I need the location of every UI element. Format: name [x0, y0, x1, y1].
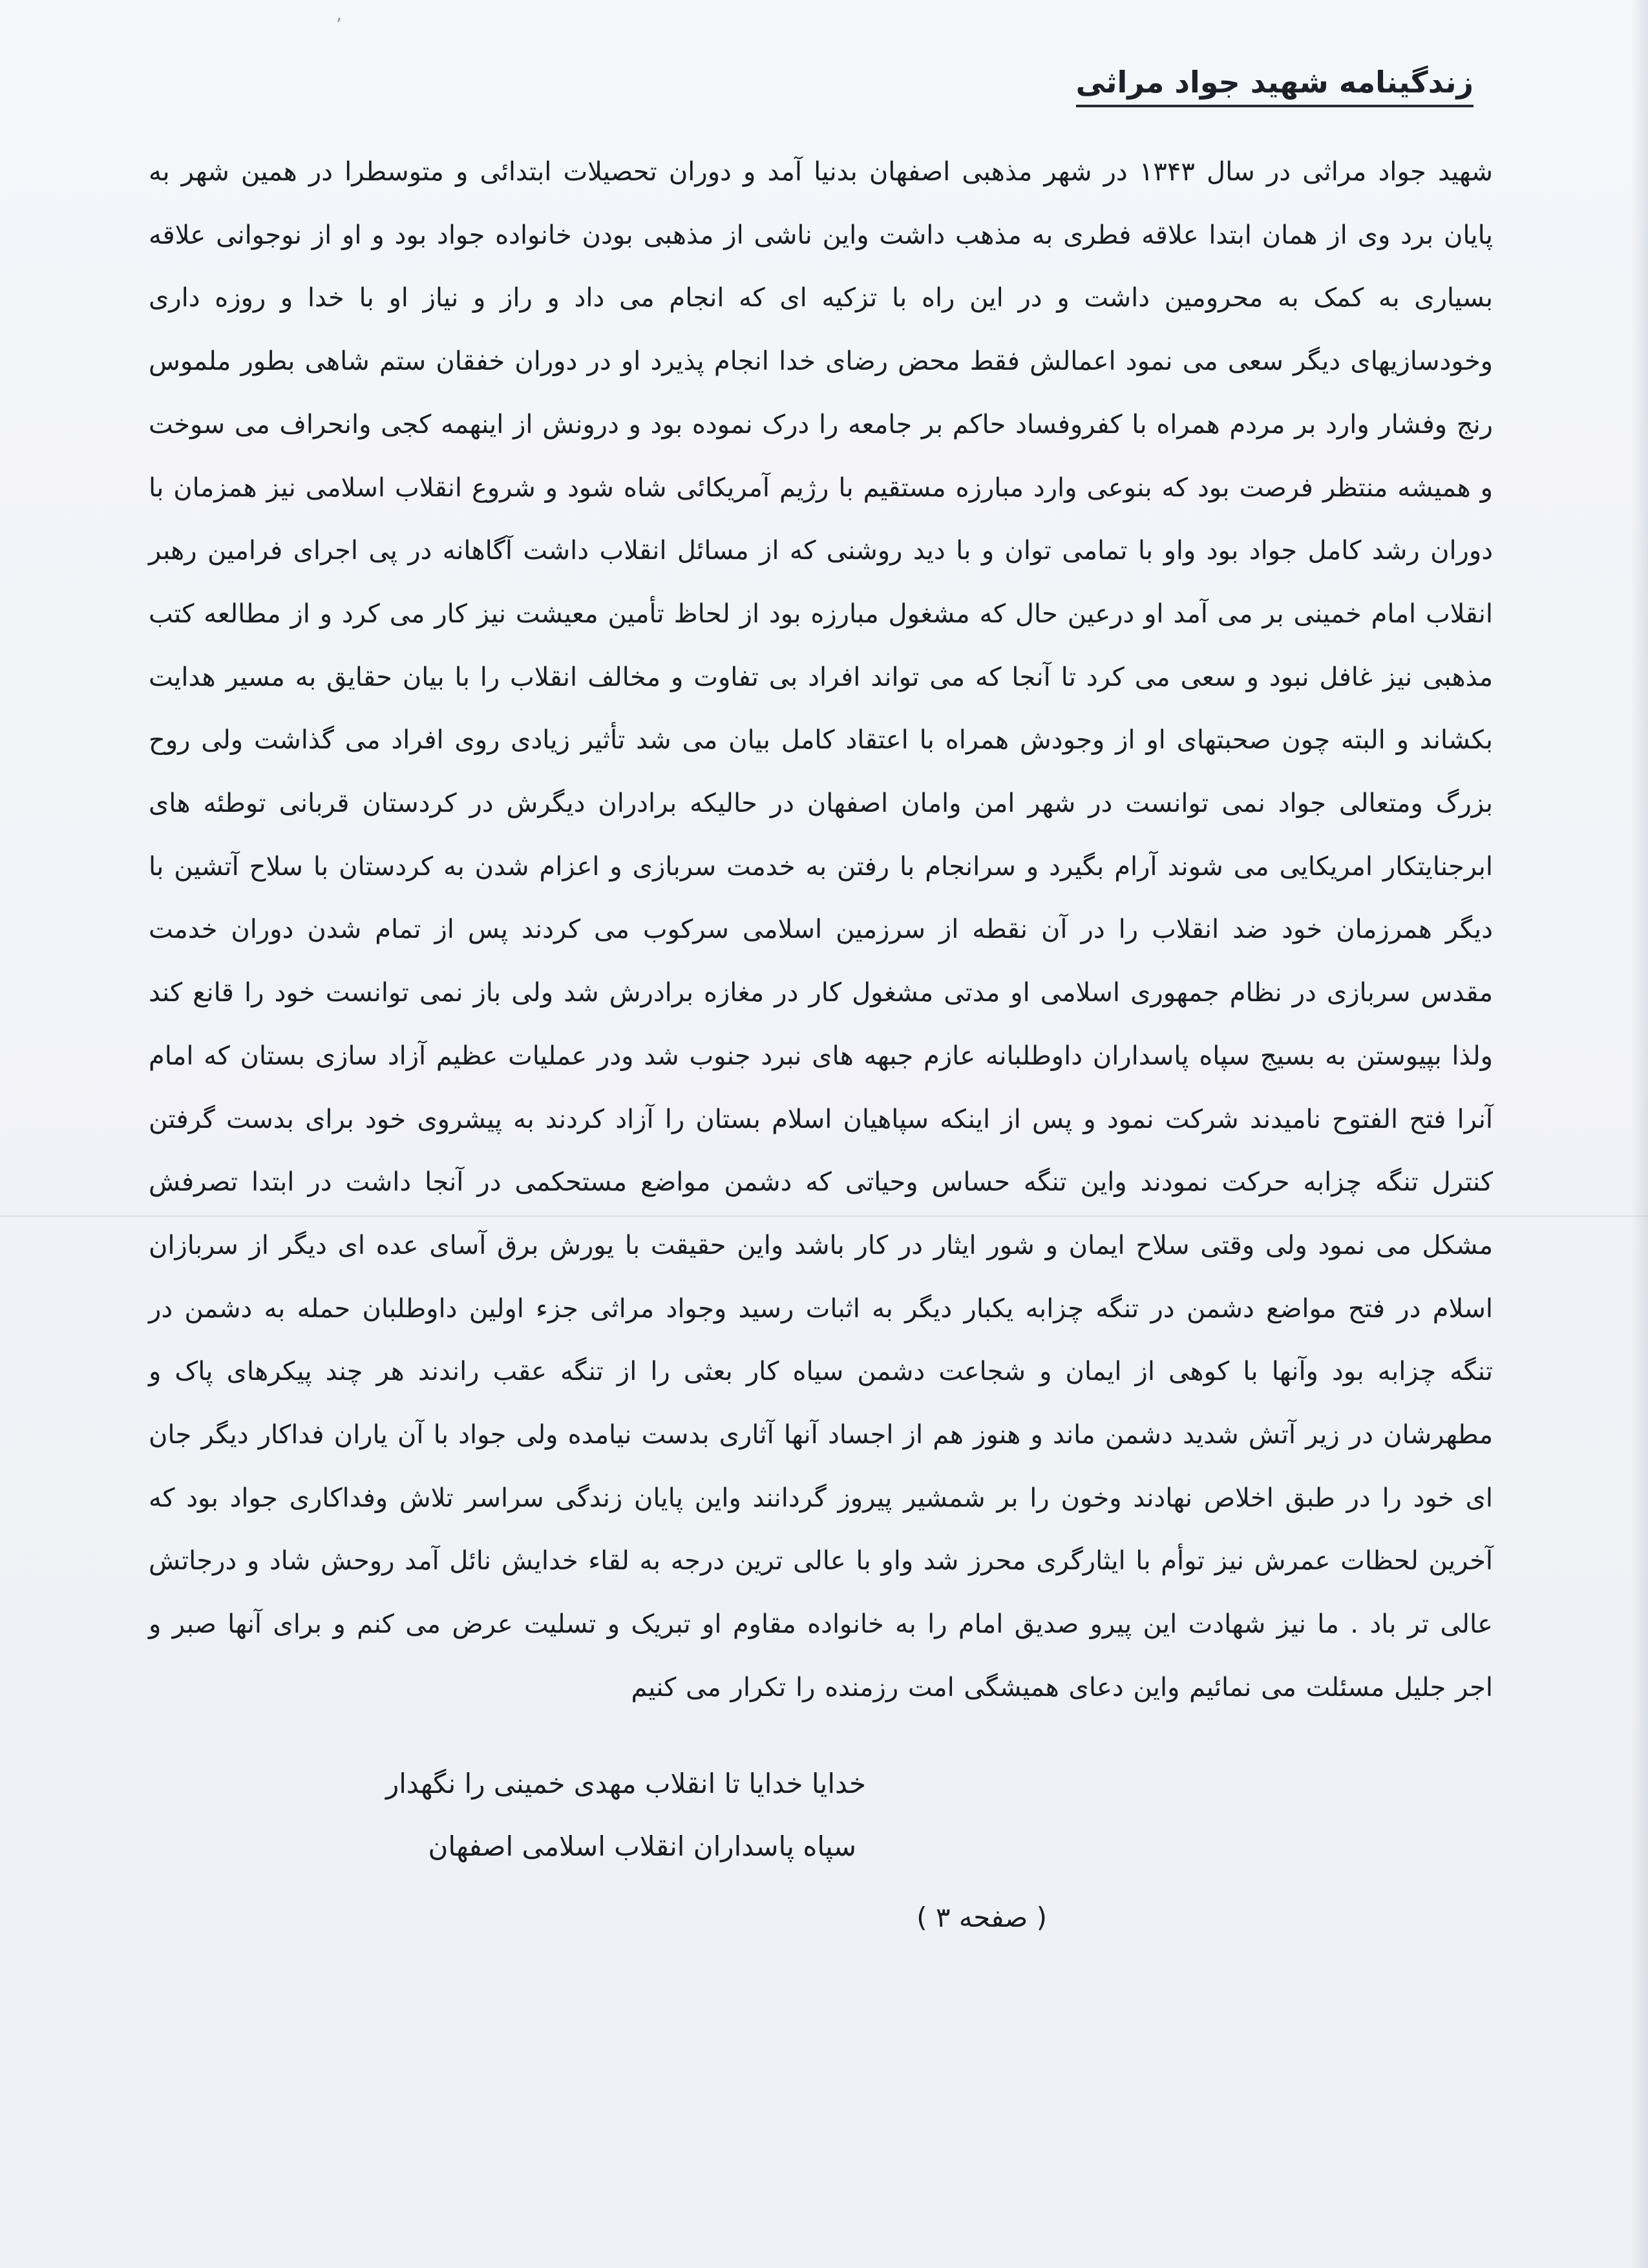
biography-body: شهید جواد مراثی در سال ۱۳۴۳ در شهر مذهبی اصفهان بدنیا آمد و دوران تحصیلات ابتدائی و متوسطرا در همین شهر به پایان برد وی از همان ابتدا علاقه فطری به مذهب داشت واین ناشی از مذهبی بودن خانواده جواد بود و او از نوجوانی علاقه بسیاری به کمک به محرومین داشت و در این راه با تزکیه ای که انجام می داد و راز و نیاز او با خدا و روزه داری وخودسازیهای دیگر سعی می نمود اعمالش فقط محض رضای خدا انجام پذیرد او در دوران خفقان ستم شاهی بطور ملموس رنج وفشار وارد بر مردم همراه با کفروفساد حاکم بر جامعه را درک نموده بود و درونش از اینهمه کجی وانحراف می سوخت و همیشه منتظر فرصت بود که بنوعی وارد مبارزه مستقیم با رژیم آمریکائی شاه شود و شروع انقلاب اسلامی نیز همزمان با دوران رشد کامل جواد بود واو با تمامی توان و با دید روشنی که از مسائل انقلاب داشت آگاهانه در پی اجرای فرامین رهبر انقلاب امام خمینی بر می آمد او درعین حال که مشغول مبارزه بود از لحاظ تأمین معیشت نیز کار می کرد و از مطالعه کتب مذهبی نیز غافل نبود و سعی می کرد تا آنجا که می تواند افراد بی تفاوت و مخالف انقلاب را با بیان حقایق به مسیر هدایت بکشاند و البته چون صحبتهای او از وجودش همراه با اعتقاد کامل بیان می شد تأثیر زیادی روی افراد می گذاشت ولی روح بزرگ ومتعالی جواد نمی توانست در شهر امن وامان اصفهان در حالیکه برادران دیگرش در کردستان قربانی توطئه های ابرجنایتکار امریکایی می شوند آرام بگیرد و سرانجام با رفتن به خدمت سربازی و اعزام شدن به کردستان با سلاح آتشین با دیگر همرزمان خود ضد انقلاب را در آن نقطه از سرزمین اسلامی سرکوب می کردند پس از تمام شدن دوران خدمت مقدس سربازی در نظام جمهوری اسلامی او مدتی مشغول کار در مغازه برادرش شد ولی باز نمی توانست خود را قانع کند ولذا بپیوستن به بسیج سپاه پاسداران داوطلبانه عازم جبهه های نبرد جنوب شد ودر عملیات عظیم آزاد سازی بستان که امام آنرا فتح الفتوح نامیدند شرکت نمود و پس از اینکه سپاهیان اسلام بستان را آزاد کردند به پیشروی خود برای بدست گرفتن کنترل تنگه چزابه حرکت نمودند واین تنگه حساس وحیاتی که دشمن مواضع مستحکمی در آنجا داشت در ابتدا تصرفش مشکل می نمود ولی وقتی سلاح ایمان و شور ایثار در کار باشد واین حقیقت با یورش برق آسای عده ای دیگر از سربازان اسلام در فتح مواضع دشمن در تنگه چزابه یکبار دیگر به اثبات رسید وجواد مراثی جزء اولین داوطلبان حمله به دشمن در تنگه چزابه بود وآنها با کوهی از ایمان و شجاعت دشمن سیاه کار بعثی را از تنگه عقب راندند هر چند پیکرهای پاک و مطهرشان در زیر آتش شدید دشمن ماند و هنوز هم از اجساد آنها آثاری بدست نیامده ولی جواد با آن یاران فداکار دیگر جان ای خود را در طبق اخلاص نهادند وخون را بر شمشیر پیروز گردانند واین پایان زندگی سراسر تلاش وفداکاری جواد بود که آخرین لحظات عمرش نیز توأم با ایثارگری محرز شد واو با عالی ترین درجه به لقاء خدایش نائل آمد روحش شاد و درجاتش عالی تر باد . ما نیز شهادت این پیرو صدیق امام را به خانواده مقاوم او تبریک و تسلیت عرض می کنم و برای آنها صبر و اجر جلیل مسئلت می نمائیم واین دعای همیشگی امت رزمنده را تکرار می کنیم — [149, 157, 1493, 1702]
closing-prayer: خدایا خدایا تا انقلاب مهدی خمینی را نگهدار — [385, 1768, 866, 1799]
signature: سپاه پاسداران انقلاب اسلامی اصفهان — [428, 1830, 856, 1862]
page-number: ( صفحه ۳ ) — [916, 1902, 1047, 1933]
paper-edge-shadow — [1631, 0, 1648, 2268]
document-title: زندگینامه شهید جواد مراثی — [1076, 65, 1474, 107]
stray-mark: ʼ — [336, 14, 342, 36]
